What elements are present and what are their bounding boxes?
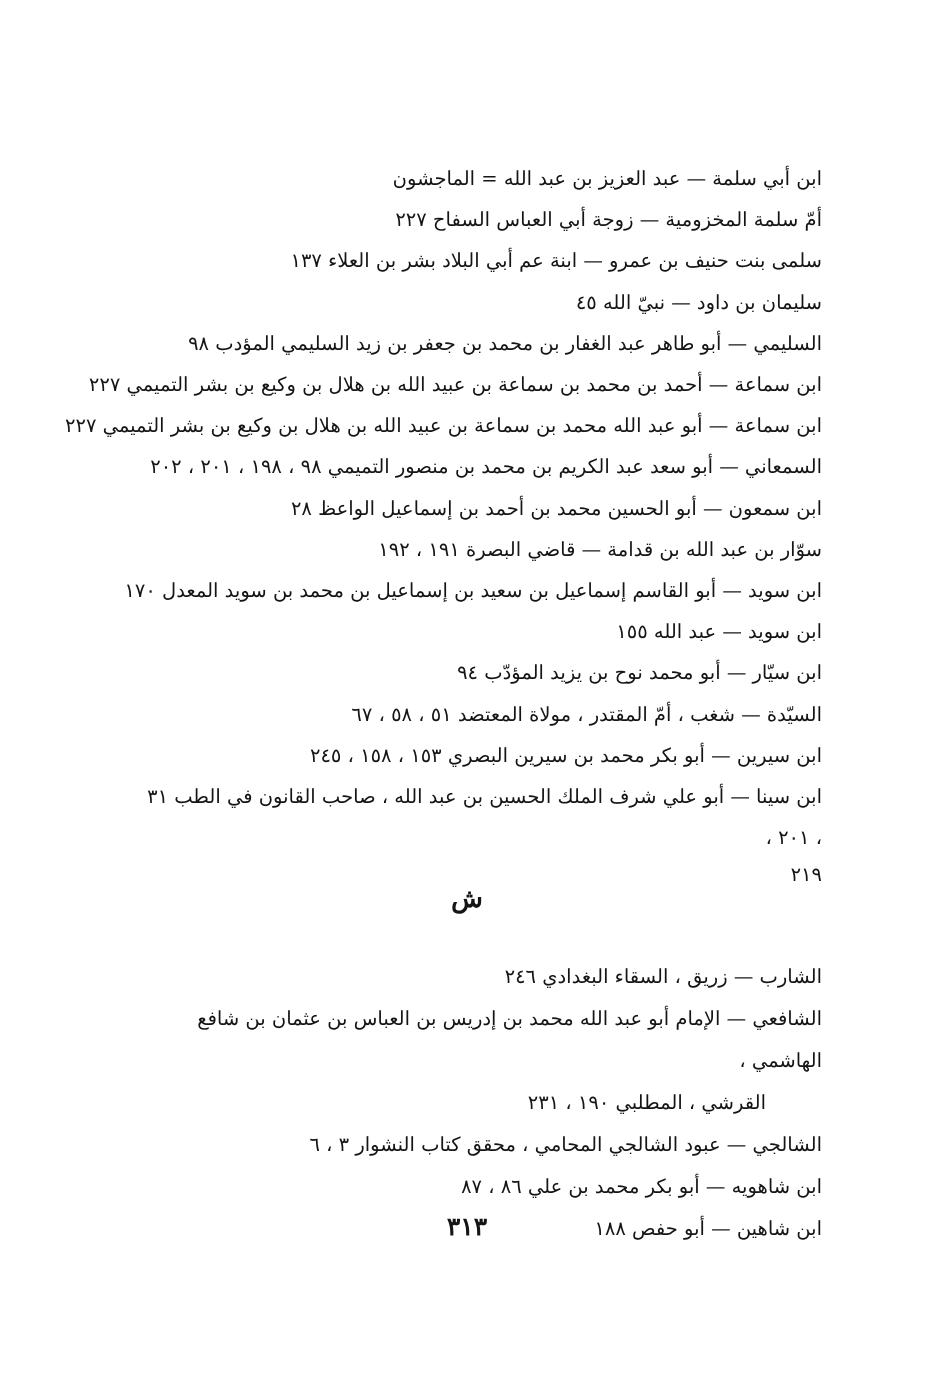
index-entry: السيّدة — شغب ، أمّ المقتدر ، مولاة المعتضد ٥١ ، ٥٨ ، ٦٧ — [351, 702, 822, 726]
index-entry: السمعاني — أبو سعد عبد الكريم بن محمد بن منصور التميمي ٩٨ ، ١٩٨ ، ٢٠١ ، ٢٠٢ — [150, 455, 822, 479]
index-entry: ابن أبي سلمة — عبد العزيز بن عبد الله = الماجشون — [392, 167, 822, 190]
index-entry: ابن سماعة — أبو عبد الله محمد بن سماعة بن عبيد الله بن هلال بن وكيع بن بشر التميمي ٢٢٧ — [65, 414, 822, 438]
section-letter-heading: ش — [451, 884, 483, 914]
index-entry: سلمى بنت حنيف بن عمرو — ابنة عم أبي البلاد بشر بن العلاء ١٣٧ — [290, 249, 822, 273]
entry-line-continued: القرشي ، المطلبي ١٩٠ ، ٢٣١ — [527, 1091, 766, 1114]
index-entry: السليمي — أبو طاهر عبد الغفار بن محمد بن جعفر بن زيد السليمي المؤدب ٩٨ — [188, 331, 822, 355]
index-entry-multiline — [142, 998, 822, 1124]
entry-line-continued: ٢١٩ — [790, 863, 822, 887]
index-entry: ابن سيّار — أبو محمد نوح بن يزيد المؤدّب ٩٤ — [457, 661, 822, 685]
index-entry: الشارب — زريق ، السقاء البغدادي ٢٤٦ — [504, 965, 822, 988]
index-entry: سوّار بن عبد الله بن قدامة — قاضي البصرة ١٩١ ، ١٩٢ — [378, 537, 822, 561]
index-entry: ابن شاهين — أبو حفص ١٨٨ — [594, 1217, 822, 1240]
index-entry: ابن شاهويه — أبو بكر محمد بن علي ٨٦ ، ٨٧ — [461, 1175, 822, 1198]
index-entry: الشالجي — عبود الشالجي المحامي ، محقق كتاب النشوار ٣ ، ٦ — [309, 1133, 822, 1156]
index-list-seen — [65, 158, 822, 892]
index-entry: ابن سيرين — أبو بكر محمد بن سيرين البصري ١٥٣ ، ١٥٨ ، ٢٤٥ — [309, 743, 822, 767]
index-entry: ابن سويد — أبو القاسم إسماعيل بن سعيد بن إسماعيل بن محمد بن سويد المعدل ١٧٠ — [124, 579, 822, 603]
index-entry: سليمان بن داود — نبيّ الله ٤٥ — [575, 290, 822, 314]
index-entry: ابن سويد — عبد الله ١٥٥ — [616, 620, 822, 644]
index-entry: ابن سمعون — أبو الحسين محمد بن أحمد بن إسماعيل الواعظ ٢٨ — [290, 496, 822, 520]
index-list-sheen — [142, 956, 822, 1250]
index-entry-multiline — [142, 776, 822, 892]
index-entry: ابن سماعة — أحمد بن محمد بن سماعة بن عبيد الله بن هلال بن وكيع بن بشر التميمي ٢٢٧ — [88, 373, 822, 397]
page-number: ٣١٣ — [446, 1212, 488, 1241]
entry-line: الشافعي — الإمام أبو عبد الله محمد بن إدريس بن العباس بن عثمان بن شافع الهاشمي ، — [197, 1007, 822, 1072]
index-entry: أمّ سلمة المخزومية — زوجة أبي العباس السفاح ٢٢٧ — [395, 208, 822, 232]
entry-line: ابن سينا — أبو علي شرف الملك الحسين بن عبد الله ، صاحب القانون في الطب ٣١ ، ٢٠١ ، — [147, 785, 822, 850]
